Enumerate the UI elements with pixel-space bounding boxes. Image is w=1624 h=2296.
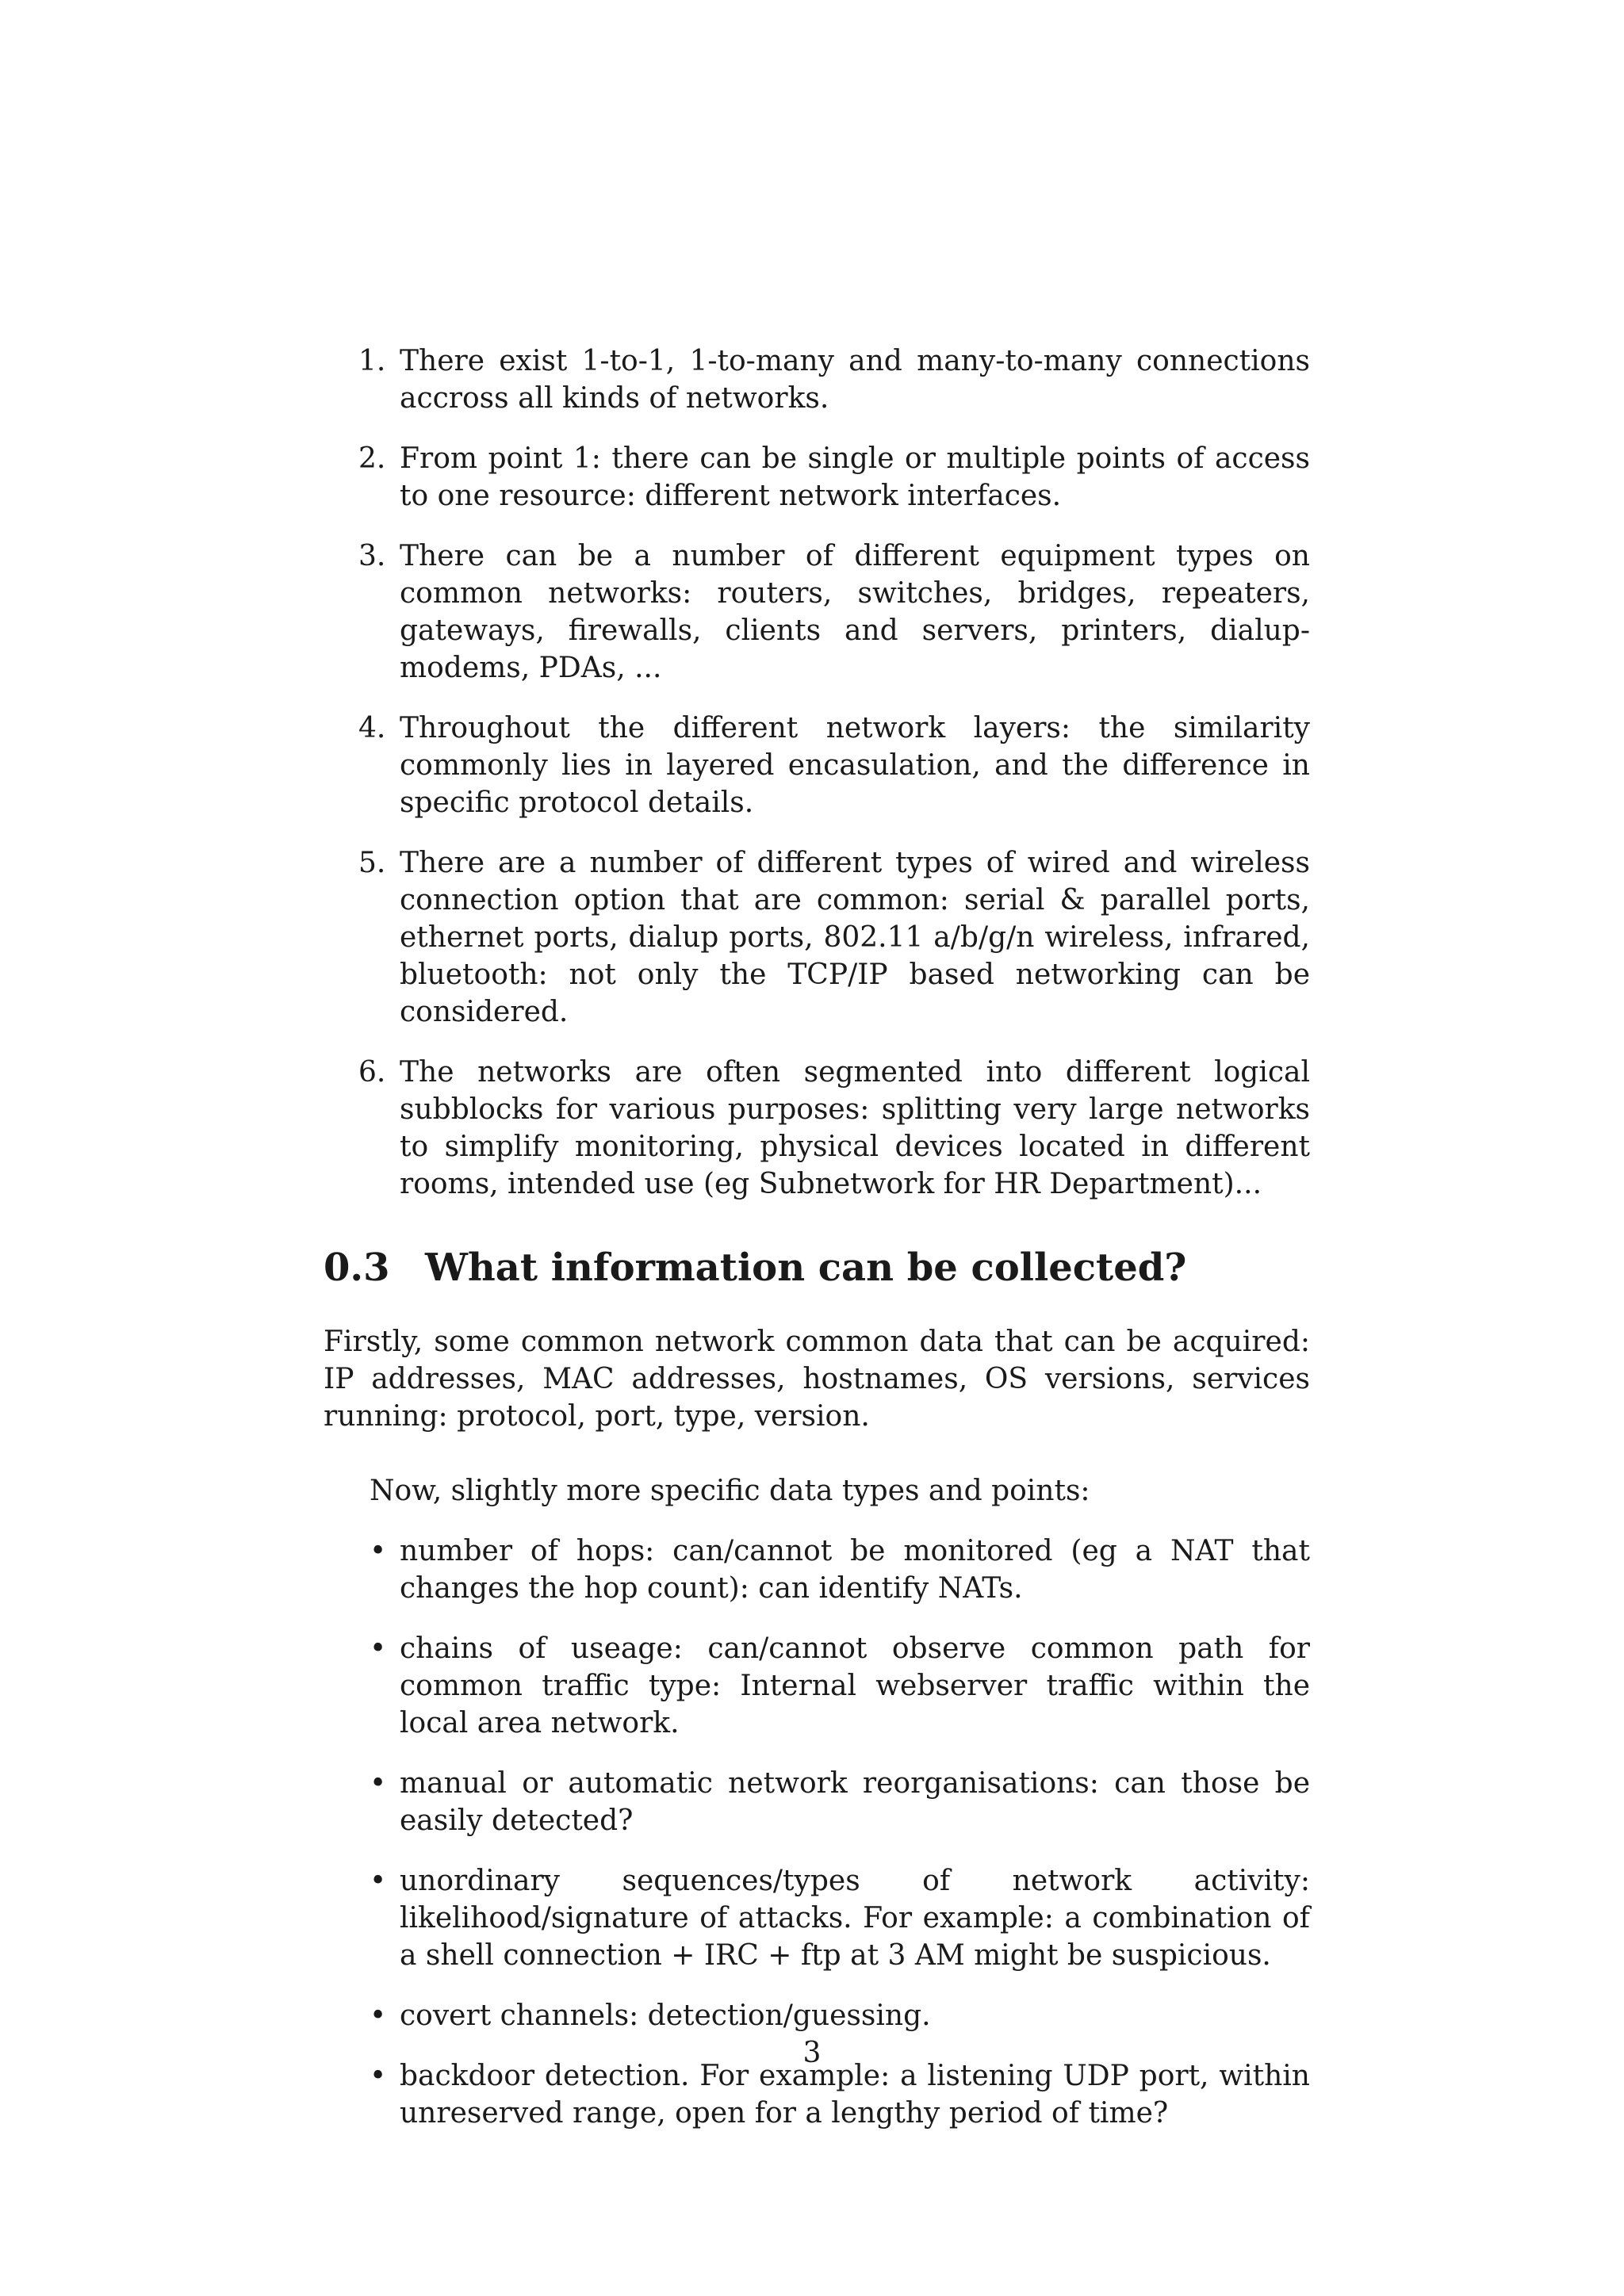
page-body	[324, 342, 1310, 2155]
bullet-icon: •	[370, 2060, 387, 2092]
bullet-item	[324, 1630, 1310, 1742]
list-item	[324, 844, 1310, 1031]
list-item-text: The networks are often segmented into different logical subblocks for various purposes: splitting very large networks to simplify monitoring, physical devices located in different rooms, intended use (eg Subnetwork for HR Department)...	[400, 1056, 1310, 1200]
list-item-number: 4.	[358, 712, 386, 744]
bullet-item	[324, 1862, 1310, 1974]
list-item-number: 2.	[358, 442, 386, 475]
list-item-number: 3.	[358, 540, 386, 572]
list-item-number: 5.	[358, 847, 386, 879]
bullet-icon: •	[370, 1999, 387, 2032]
lead-paragraph: Now, slightly more specific data types and points:	[370, 1475, 1090, 1507]
list-item	[324, 440, 1310, 515]
list-item	[324, 538, 1310, 687]
section-heading	[324, 1244, 1310, 1292]
bullet-icon: •	[370, 1535, 387, 1567]
bullet-item-text: manual or automatic network reorganisations: can those be easily detected?	[400, 1767, 1310, 1837]
bullet-icon: •	[370, 1865, 387, 1897]
list-item-number: 6.	[358, 1056, 386, 1089]
list-item	[324, 1054, 1310, 1203]
bullet-item-text: backdoor detection. For example: a listening UDP port, within unreserved range, open for a lengthy period of time?	[400, 2060, 1310, 2130]
list-item	[324, 710, 1310, 821]
numbered-list	[324, 342, 1310, 1203]
page-number: 3	[802, 2037, 822, 2069]
list-item-text: From point 1: there can be single or multiple points of access to one resource: different network interfaces.	[400, 442, 1310, 512]
bullet-item	[324, 1997, 1310, 2034]
bullet-item-text: number of hops: can/cannot be monitored (eg a NAT that changes the hop count): can identify NATs.	[400, 1535, 1310, 1605]
list-item-text: There can be a number of different equipment types on common networks: routers, switches, bridges, repeaters, gateways, firewalls, clients and servers, printers, dialup-modems, PDAs, ...	[400, 540, 1310, 684]
bullet-item-text: chains of useage: can/cannot observe common path for common traffic type: Internal webserver traffic within the local area network.	[400, 1632, 1310, 1739]
section-number: 0.3	[324, 1246, 390, 1290]
list-item-text: There are a number of different types of wired and wireless connection option that are common: serial & parallel ports, ethernet ports, dialup ports, 802.11 a/b/g/n wireless, infrared, bluetooth: not only the TCP/IP based networking can be considered.	[400, 847, 1310, 1028]
bullet-item	[324, 1765, 1310, 1839]
bullet-icon: •	[370, 1767, 387, 1800]
bullet-item	[324, 1533, 1310, 1607]
bullet-item-text: covert channels: detection/guessing.	[400, 1999, 931, 2032]
bullet-item-text: unordinary sequences/types of network activity: likelihood/signature of attacks. For example: a combination of a shell connection + IRC + ftp at 3 AM might be suspicious.	[400, 1865, 1310, 1972]
intro-paragraph: Firstly, some common network common data that can be acquired: IP addresses, MAC addresses, hostnames, OS versions, services running: protocol, port, type, version.	[324, 1326, 1310, 1433]
list-item-text: There exist 1-to-1, 1-to-many and many-to-many connections accross all kinds of networks.	[400, 345, 1310, 415]
section-title: What information can be collected?	[425, 1246, 1187, 1290]
list-item-text: Throughout the different network layers: the similarity commonly lies in layered encasulation, and the difference in specific protocol details.	[400, 712, 1310, 819]
bullet-icon: •	[370, 1632, 387, 1665]
list-item-number: 1.	[358, 345, 386, 377]
list-item	[324, 342, 1310, 417]
